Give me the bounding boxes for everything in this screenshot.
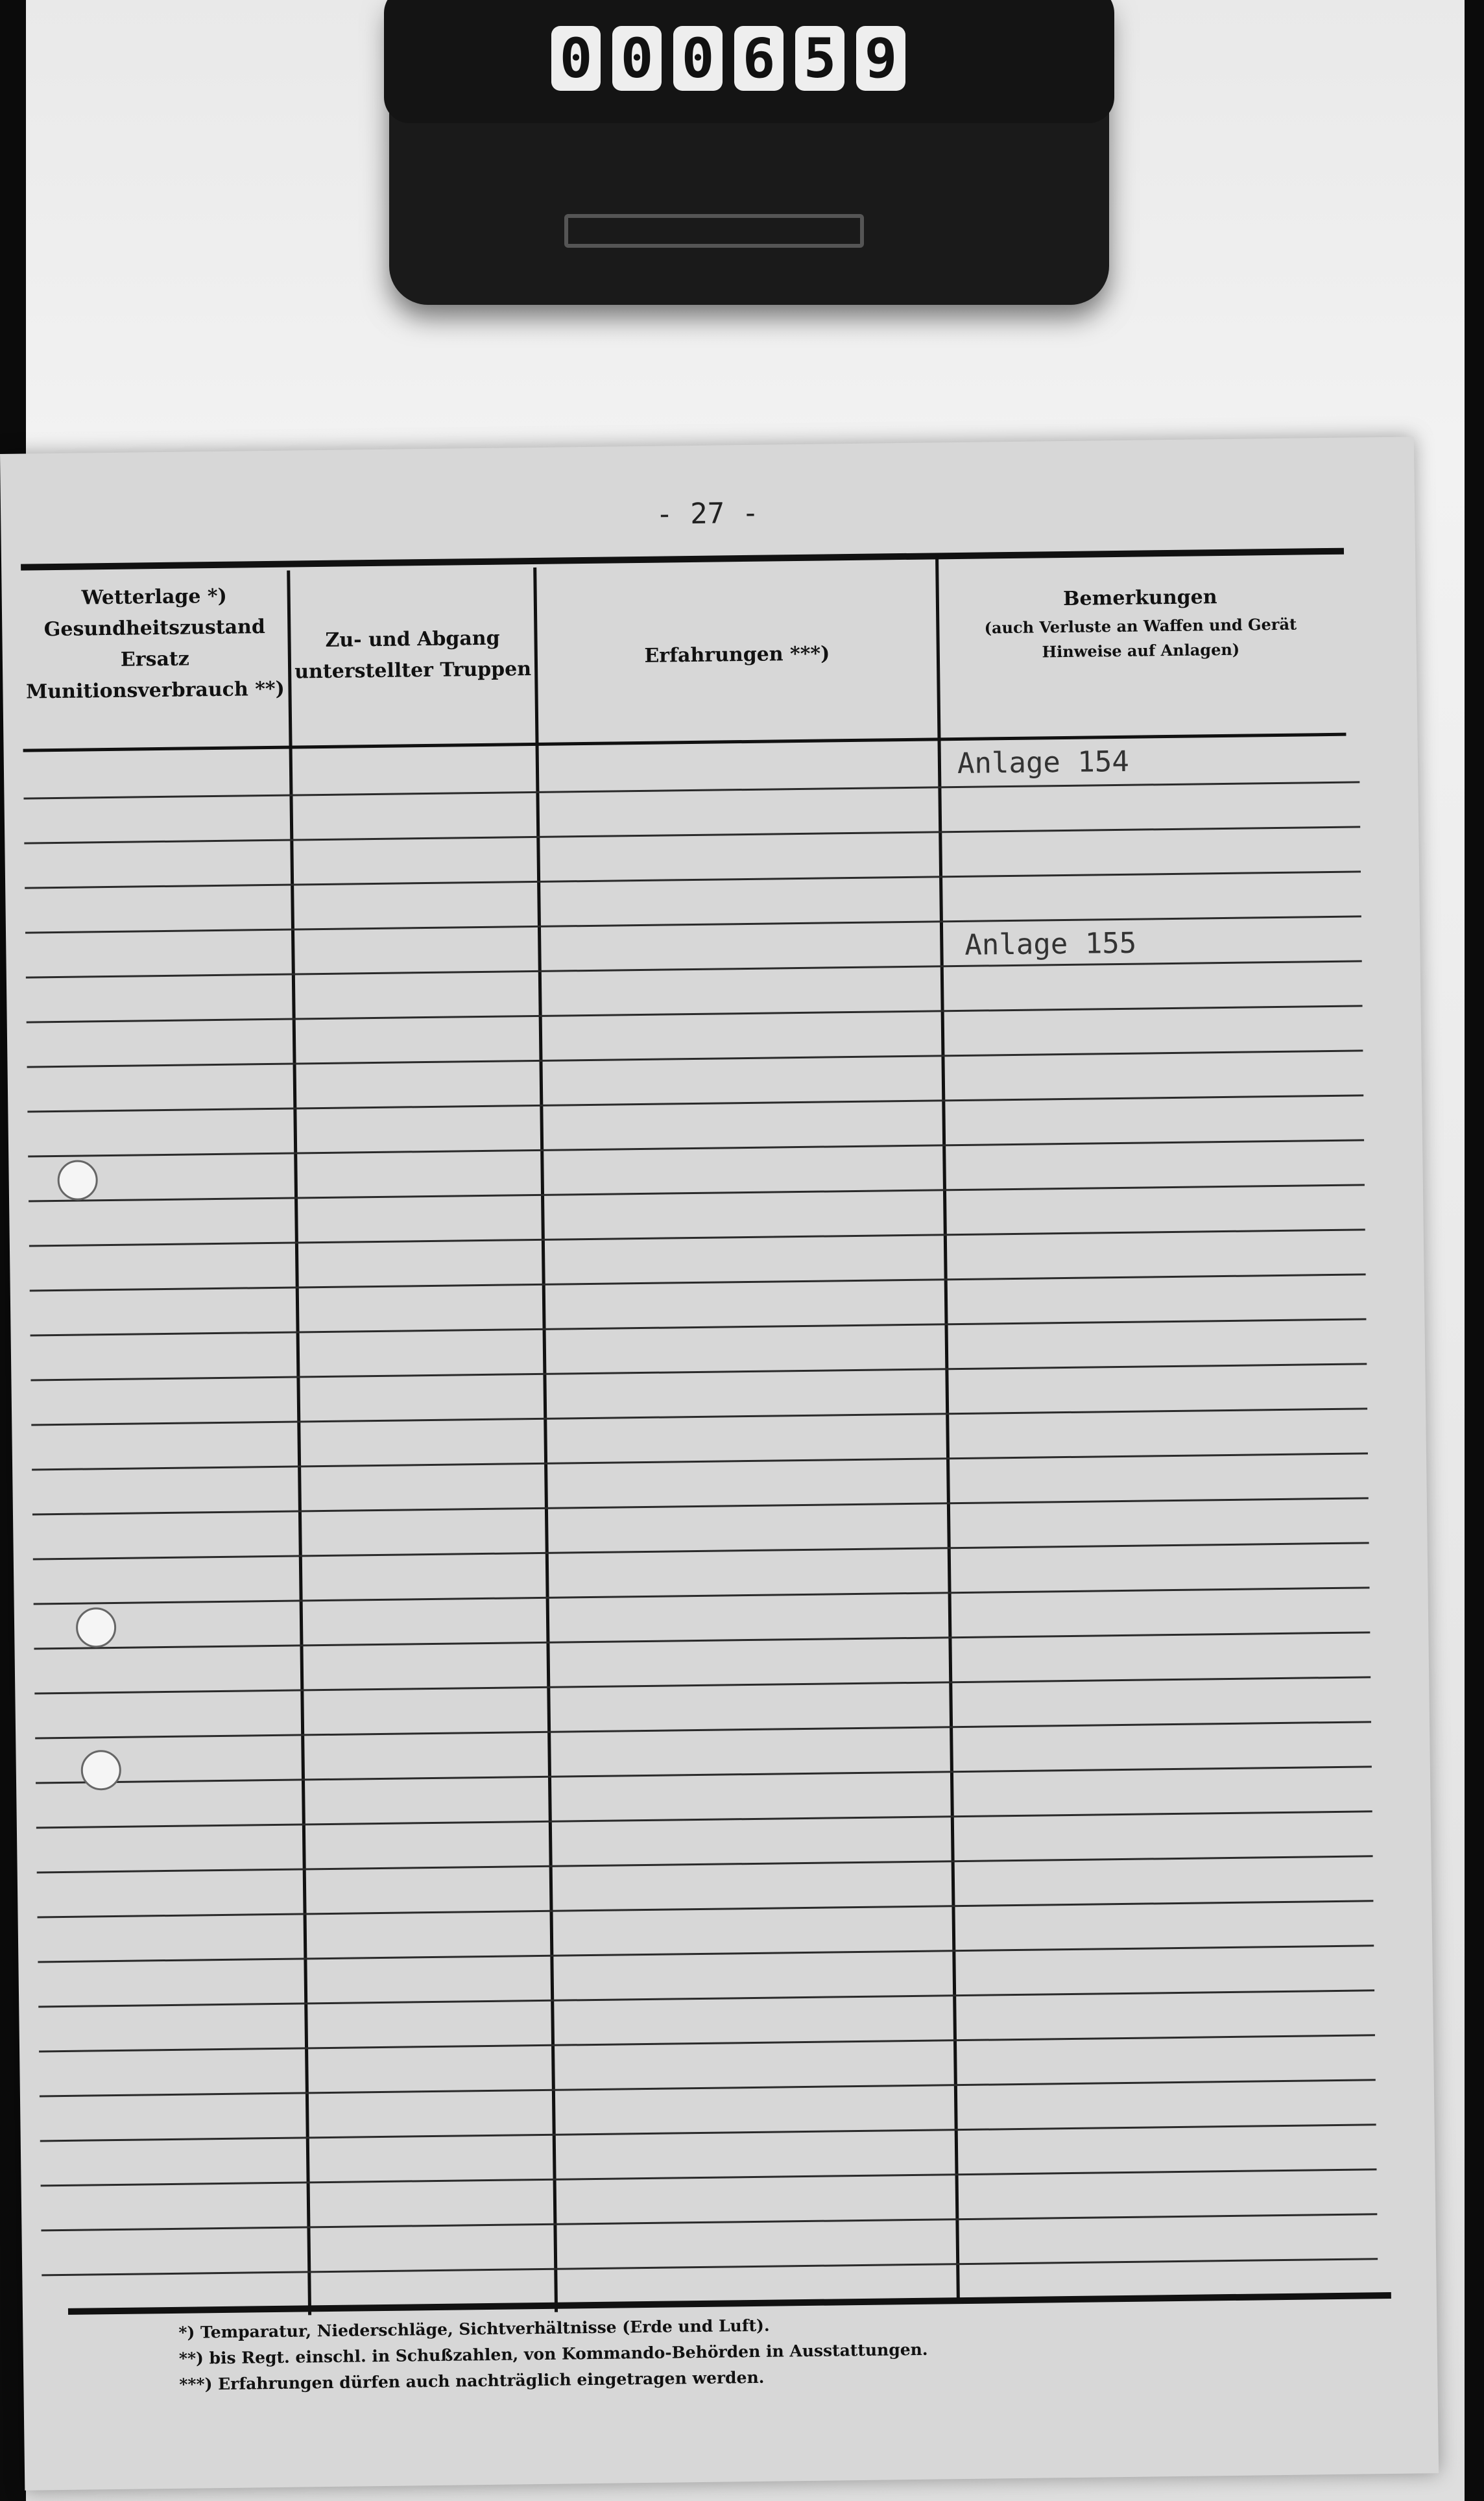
row-line [27, 1005, 1363, 1023]
row-line [27, 1094, 1363, 1112]
page-number: - 27 - [655, 496, 760, 531]
row-line [32, 1452, 1368, 1470]
row-line [39, 2034, 1375, 2052]
remark-entry: Anlage 154 [957, 745, 1130, 781]
row-line [34, 1586, 1370, 1605]
row-line [41, 2213, 1377, 2231]
row-line [37, 1855, 1373, 1873]
punch-hole [80, 1750, 121, 1791]
row-line [40, 2079, 1376, 2097]
row-line [30, 1318, 1367, 1336]
counter-digit: 0 [673, 26, 723, 91]
row-line [35, 1721, 1371, 1739]
header-col-remarks [939, 580, 1342, 666]
row-line [36, 1810, 1372, 1828]
row-line [30, 1363, 1367, 1381]
header-col-experience [538, 637, 937, 673]
row-line [29, 1184, 1365, 1202]
counter-digit: 0 [551, 26, 601, 91]
counter-digit: 0 [612, 26, 662, 91]
row-line [38, 1989, 1374, 2007]
row-line [40, 2124, 1376, 2142]
row-line [25, 915, 1361, 933]
form-sheet [0, 437, 1439, 2490]
row-line [32, 1497, 1369, 1515]
row-line [24, 826, 1360, 844]
row-line [28, 1139, 1364, 1157]
counter-digit: 9 [856, 26, 905, 91]
film-edge-right [1465, 0, 1484, 2501]
header-line: (auch Verluste an Waffen und Gerät [984, 614, 1297, 638]
top-rule [21, 548, 1344, 571]
punch-hole [76, 1607, 117, 1648]
header-rule [23, 733, 1346, 752]
row-line [41, 2168, 1377, 2186]
bottom-rule [68, 2292, 1391, 2315]
column-divider [287, 571, 311, 2316]
row-line [26, 960, 1362, 978]
row-line [38, 1945, 1374, 1963]
header-line: Hinweise auf Anlagen) [1042, 640, 1240, 662]
row-line [33, 1542, 1369, 1560]
row-line [38, 1900, 1374, 1918]
row-line [34, 1631, 1370, 1649]
header-line: unterstellter Truppen [294, 658, 532, 684]
footnote: **) bis Regt. einschl. in Schußzahlen, von Kommando-Behörden in Ausstattungen. [178, 2339, 928, 2368]
header-line: Wetterlage *) [81, 584, 227, 610]
footnotes [178, 2308, 1152, 2398]
header-line: Ersatz [120, 647, 190, 671]
header-line: Gesundheitszustand [43, 616, 266, 641]
header-col-troops [291, 623, 534, 688]
header-line: Erfahrungen ***) [644, 642, 830, 667]
punch-hole [57, 1160, 98, 1201]
row-line [25, 870, 1361, 889]
row-line [30, 1273, 1366, 1291]
footnote: ***) Erfahrungen dürfen auch nachträglich eingetragen werden. [179, 2367, 765, 2394]
counter-digit: 6 [734, 26, 784, 91]
header-col-weather [21, 580, 288, 708]
row-line [42, 2258, 1378, 2276]
footnote: *) Temparatur, Niederschläge, Sichtverhältnisse (Erde und Luft). [178, 2316, 770, 2342]
header-line: Munitionsverbrauch **) [25, 677, 285, 704]
row-line [31, 1407, 1367, 1426]
row-line [29, 1228, 1365, 1247]
row-line [27, 1049, 1363, 1068]
frame-counter [551, 26, 915, 97]
row-line [23, 781, 1359, 799]
remark-entry: Anlage 155 [964, 926, 1137, 962]
row-line [36, 1765, 1372, 1784]
header-line: Zu- und Abgang [325, 627, 500, 652]
row-line [34, 1676, 1370, 1694]
header-line: Bemerkungen [1062, 586, 1217, 610]
column-divider [533, 568, 558, 2312]
binder-clip [389, 0, 1109, 305]
clip-slot [564, 214, 864, 248]
counter-digit: 5 [795, 26, 844, 91]
